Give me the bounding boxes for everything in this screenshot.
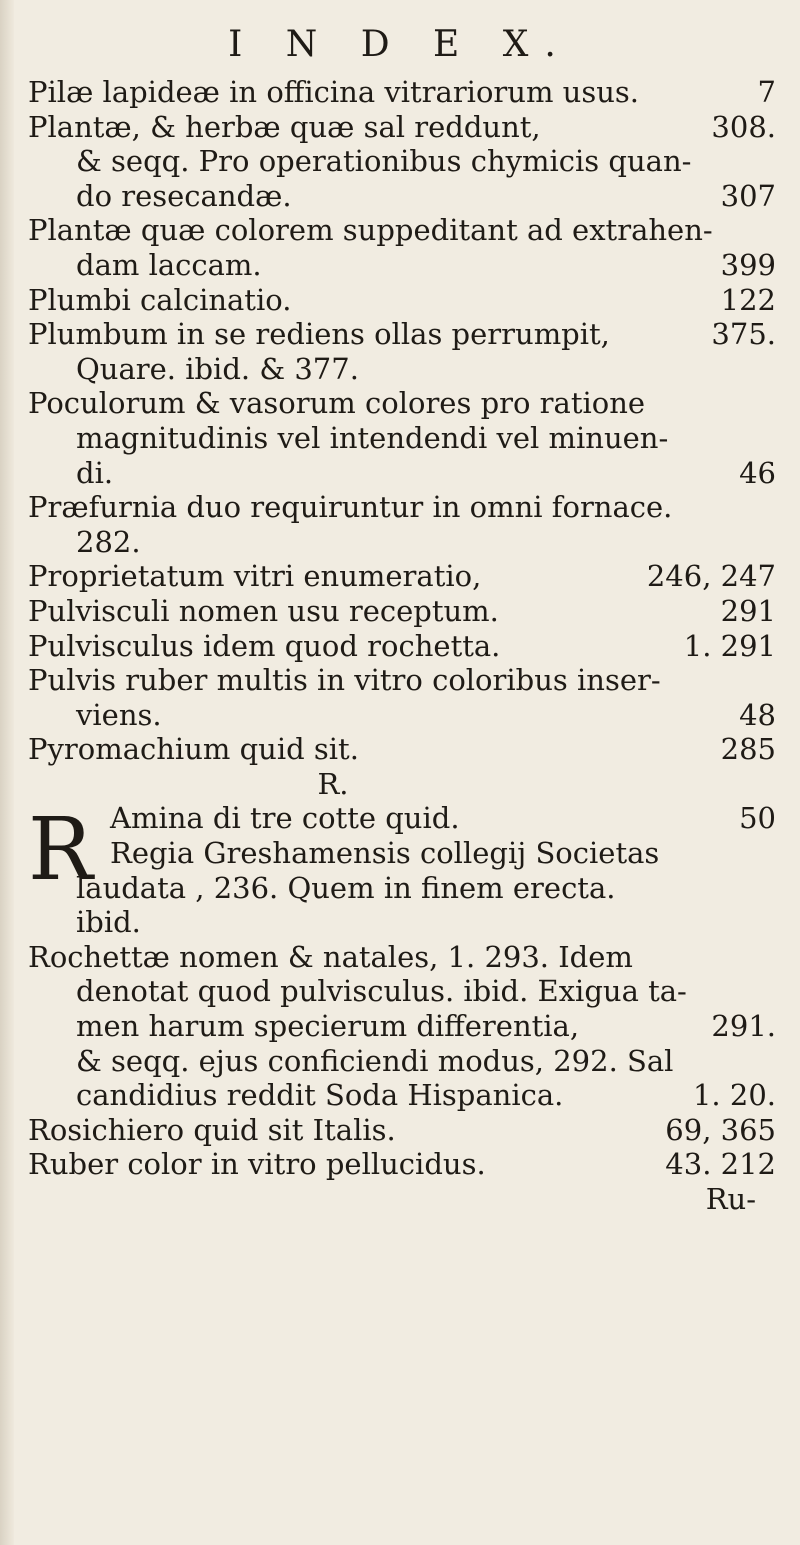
index-line [28, 386, 788, 421]
page-ref: 43. 212 [665, 1147, 776, 1182]
page-ref: 308. [711, 109, 776, 144]
index-line [28, 317, 788, 352]
page-ref: 48 [739, 697, 776, 732]
entry-text: denotat quod pulvisculus. ibid. Exigua ta- [76, 974, 687, 1009]
entry-text: dam laccam. [76, 247, 262, 282]
index-line [28, 1044, 788, 1079]
index-line [28, 698, 788, 733]
entry-text: Poculorum & vasorum colores pro ratione [28, 386, 646, 421]
entry-text: Rosichiero quid sit Italis. [28, 1112, 396, 1147]
page-title: I N D E X. [228, 24, 572, 65]
index-line [28, 248, 788, 283]
entry-text: & seqq. Pro operationibus chymicis quan- [76, 144, 692, 179]
index-entries [28, 75, 788, 1217]
index-line [28, 629, 788, 664]
entry-text: Rochettæ nomen & natales, 1. 293. Idem [28, 939, 633, 974]
page-ref: 69, 365 [665, 1112, 776, 1147]
entry-text: Pulvisculi nomen usu receptum. [28, 593, 499, 628]
entry-text: Plantæ, & herbæ quæ sal reddunt, [28, 109, 541, 144]
index-line [28, 940, 788, 975]
index-line [28, 1113, 788, 1148]
page-ref: 291 [720, 593, 776, 628]
page-gutter [0, 0, 14, 1545]
page-ref: 291. [711, 1009, 776, 1044]
entry-text: Proprietatum vitri enumeratio, [28, 559, 482, 594]
entry-text: Pilæ lapideæ in officina vitrariorum usus. [28, 75, 640, 109]
entry-text: do resecandæ. [76, 178, 292, 213]
index-line [28, 594, 788, 629]
catchword: Ru- [705, 1182, 756, 1216]
entry-text: Regia Greshamensis collegij Societas [110, 836, 660, 871]
index-line [28, 801, 788, 836]
index-line [28, 525, 788, 560]
entry-text: Plantæ quæ colorem suppeditant ad extrahen- [28, 213, 713, 248]
dropcap-letter: R [28, 800, 93, 901]
index-line [28, 456, 788, 491]
entry-text: 282. [76, 524, 141, 559]
entry-text: viens. [76, 697, 162, 732]
index-line [28, 559, 788, 594]
page-ref: 399 [720, 247, 776, 282]
index-line [28, 75, 788, 110]
entry-text: ibid. [76, 905, 141, 940]
page-ref: 122 [720, 282, 776, 317]
entry-text: Plumbi calcinatio. [28, 282, 292, 317]
page-ref: 50 [739, 801, 776, 836]
page-ref: 375. [711, 317, 776, 352]
index-line [28, 144, 788, 179]
entry-text: di. [76, 455, 114, 490]
entry-text: Pulvisculus idem quod rochetta. [28, 628, 501, 663]
entry-text: magnitudinis vel intendendi vel minuen- [76, 420, 669, 455]
index-line [28, 1009, 788, 1044]
index-line [28, 179, 788, 214]
index-line [28, 1147, 788, 1182]
entry-text: Ruber color in vitro pellucidus. [28, 1147, 486, 1182]
index-line [28, 421, 788, 456]
dropcap-lines [28, 801, 788, 870]
entry-text: Pyromachium quid sit. [28, 732, 359, 767]
index-line [28, 1078, 788, 1113]
page-ref: 1. 291 [683, 628, 776, 663]
page-ref: 7 [757, 75, 776, 109]
index-line [28, 352, 788, 387]
entry-text: Pulvis ruber multis in vitro coloribus inser- [28, 663, 661, 698]
page-ref: 1. 20. [692, 1078, 776, 1113]
index-line [28, 732, 788, 767]
section-letter: R. [317, 766, 349, 801]
entry-text: Quare. ibid. & 377. [76, 351, 359, 386]
entry-text: Plumbum in se rediens ollas perrumpit, [28, 317, 610, 352]
index-line [28, 663, 788, 698]
entry-text: & seqq. ejus conficiendi modus, 292. Sal [76, 1043, 674, 1078]
index-line [28, 836, 788, 871]
index-line [28, 283, 788, 318]
entries-r [28, 871, 788, 1182]
index-line [28, 871, 788, 906]
index-line [28, 490, 788, 525]
entry-text: men harum specierum differentia, [76, 1009, 580, 1044]
index-line [28, 905, 788, 940]
entry-text: Præfurnia duo requiruntur in omni fornace. [28, 490, 673, 525]
entries-p [28, 75, 788, 767]
entry-text: laudata , 236. Quem in finem erecta. [76, 870, 616, 905]
index-line [28, 974, 788, 1009]
page-ref: 307 [720, 178, 776, 213]
entry-text: Amina di tre cotte quid. [110, 801, 460, 836]
entry-text: candidius reddit Soda Hispanica. [76, 1078, 564, 1113]
page-ref: 246, 247 [646, 559, 776, 594]
index-line [28, 213, 788, 248]
index-line [28, 110, 788, 145]
page-ref: 285 [720, 732, 776, 767]
page-ref: 46 [739, 455, 776, 490]
